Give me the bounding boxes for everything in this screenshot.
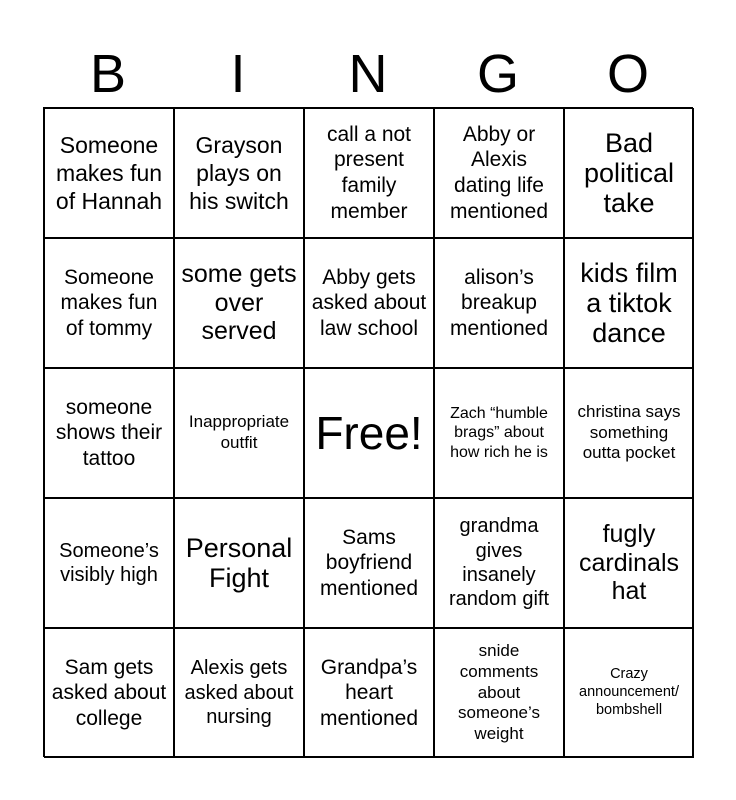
bingo-cell <box>434 108 564 238</box>
bingo-cell <box>434 628 564 758</box>
cell-text: Crazy announcement/ bombshell <box>579 666 679 718</box>
bingo-cell <box>304 238 434 368</box>
cell-text: Abby gets asked about law school <box>311 265 427 340</box>
bingo-cell <box>434 368 564 498</box>
bingo-cell <box>304 498 434 628</box>
cell-text: Bad political take <box>583 127 675 219</box>
cell-text: call a not present family member <box>326 122 412 223</box>
header-letter-g: G <box>476 44 519 104</box>
bingo-cell <box>174 108 304 238</box>
bingo-cell <box>564 628 694 758</box>
cell-text: Inappropriate outfit <box>188 412 290 452</box>
cell-text: snide comments about someone’s weight <box>458 641 540 744</box>
cell-text: Grayson plays on his switch <box>189 131 289 215</box>
bingo-cell <box>564 368 694 498</box>
bingo-cell <box>44 498 174 628</box>
bingo-cell <box>304 108 434 238</box>
bingo-cell <box>304 628 434 758</box>
cell-text: someone shows their tattoo <box>55 395 163 470</box>
bingo-cell <box>564 108 694 238</box>
bingo-cell <box>434 498 564 628</box>
header-letter-i: I <box>230 44 246 104</box>
bingo-cell <box>564 238 694 368</box>
cell-text: christina says something outta pocket <box>577 401 681 463</box>
cell-text: Zach “humble brags” about how rich he is <box>450 404 548 461</box>
bingo-cell <box>434 238 564 368</box>
bingo-cell <box>174 628 304 758</box>
cell-text: Personal Fight <box>185 532 293 593</box>
cell-text: grandma gives insanely random gift <box>448 515 550 611</box>
cell-text: Someone’s visibly high <box>59 539 159 586</box>
cell-text: Alexis gets asked about nursing <box>184 657 294 729</box>
bingo-cell <box>44 238 174 368</box>
bingo-cell <box>174 368 304 498</box>
cell-text: Abby or Alexis dating life mentioned <box>449 122 549 223</box>
cell-text: fugly cardinals hat <box>578 519 680 606</box>
bingo-cell <box>44 628 174 758</box>
bingo-cell <box>44 368 174 498</box>
cell-text: Sams boyfriend mentioned <box>319 525 419 600</box>
bingo-board <box>43 107 693 757</box>
header-letter-n: N <box>348 44 388 104</box>
cell-text: Someone makes fun of tommy <box>60 265 158 340</box>
cell-text: alison’s breakup mentioned <box>449 265 549 340</box>
free-space-text: Free! <box>315 406 423 459</box>
bingo-cell <box>564 498 694 628</box>
cell-text: some gets over served <box>181 259 297 346</box>
cell-text: Sam gets asked about college <box>51 655 167 730</box>
header-letter-o: O <box>606 44 649 104</box>
cell-text: kids film a tiktok dance <box>580 257 678 349</box>
bingo-cell <box>44 108 174 238</box>
cell-text: Someone makes fun of Hannah <box>55 131 163 215</box>
free-space-cell <box>304 368 434 498</box>
bingo-header <box>43 44 693 104</box>
cell-text: Grandpa’s heart mentioned <box>319 655 419 730</box>
bingo-cell <box>174 498 304 628</box>
header-letter-b: B <box>89 44 127 104</box>
bingo-cell <box>174 238 304 368</box>
